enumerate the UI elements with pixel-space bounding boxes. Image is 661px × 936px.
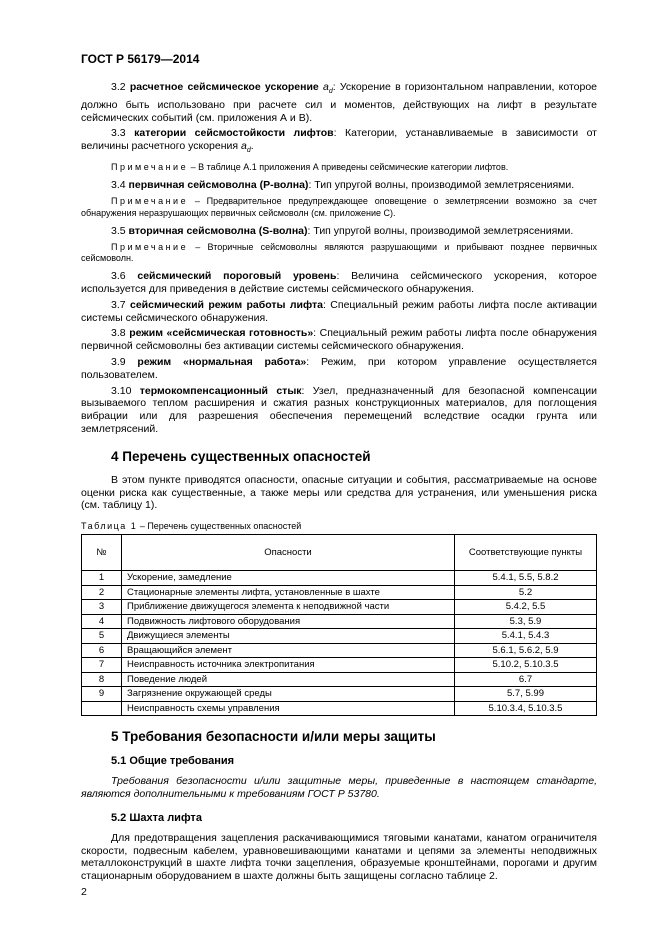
cell-clauses: 5.4.1, 5.4.3 [455, 629, 597, 644]
note-label: Примечание [111, 162, 189, 173]
symbol-a: a [323, 81, 329, 93]
cell-num: 8 [82, 672, 122, 687]
header-cell-num: № [82, 535, 122, 571]
cell-clauses: 5.4.2, 5.5 [455, 600, 597, 615]
section-5-1-heading: 5.1 Общие требования [111, 755, 235, 768]
term-title: вторичная сейсмоволна (S-волна) [128, 224, 308, 237]
section-5-heading: 5 Требования безопасности и/или меры защиты [111, 729, 436, 745]
cell-clauses: 6.7 [455, 672, 597, 687]
term-text: : Режим, при котором управление осуществляется пользователем. [81, 356, 597, 381]
term-text: : Специальный режим работы лифта после обнаружения первичной сейсмоволны без активации системы сейсмического обнаружения. [81, 327, 597, 353]
cell-num: 3 [82, 600, 122, 615]
term-number: 3.2 [111, 81, 126, 93]
term-number: 3.5 [111, 224, 126, 237]
term-text: : Ускорение в горизонтальном направлении, которое должно быть использовано при расчете сил и моментов, действующих на лифт в результате сейсмических событий (см. приложения А и В). [81, 81, 598, 124]
term-definition-3-6 [81, 270, 597, 296]
cell-hazard: Поведение людей [122, 672, 455, 687]
table-caption-text: – Перечень существенных опасностей [139, 521, 302, 532]
table-caption-label: Таблица 1 [81, 521, 138, 532]
section-5-1-paragraph: Требования безопасности и/или защитные меры, приведенные в настоящем стандарте, являются дополнительными к требованиям ГОСТ Р 53780. [81, 775, 597, 800]
note-label: Примечание [111, 196, 189, 207]
table-row [82, 643, 597, 658]
table-row [82, 614, 597, 629]
cell-num: 6 [82, 643, 122, 658]
cell-hazard: Движущиеся элементы [122, 629, 455, 644]
table-row [82, 571, 597, 586]
term-title: сейсмический режим работы лифта [129, 298, 324, 311]
table-header-row [82, 535, 597, 571]
table-row [82, 672, 597, 687]
term-definition-3-10 [81, 385, 597, 436]
hazards-table [81, 534, 597, 716]
cell-clauses: 5.2 [455, 585, 597, 600]
cell-hazard: Загрязнение окружающей среды [122, 687, 455, 702]
term-title: режим «нормальная работа» [137, 356, 307, 369]
cell-hazard: Неисправность схемы управления [122, 701, 455, 716]
term-number: 3.3 [111, 127, 126, 140]
term-text: : Тип упругой волны, производимой землетрясениями. [308, 179, 575, 192]
symbol-subscript: d [328, 88, 333, 96]
term-number: 3.6 [111, 270, 126, 283]
term-number: 3.4 [111, 179, 126, 192]
cell-num [82, 701, 122, 716]
note-after-3-3 [81, 162, 597, 173]
cell-num: 9 [82, 687, 122, 702]
cell-hazard: Ускорение, замедление [122, 571, 455, 586]
cell-num: 5 [82, 629, 122, 644]
cell-num: 1 [82, 571, 122, 586]
term-text: : Специальный режим работы лифта после активации системы сейсмического обнаружения. [81, 298, 598, 324]
page-number: 2 [81, 885, 87, 898]
term-title: термокомпенсационный стык [139, 384, 302, 397]
cell-hazard: Приближение движущегося элемента к неподвижной части [122, 600, 455, 615]
table-row [82, 658, 597, 673]
term-title: первичная сейсмоволна (Р-волна) [128, 179, 309, 192]
table-row [82, 701, 597, 716]
cell-hazard: Неисправность источника электропитания [122, 658, 455, 673]
note-text: – Вторичные сейсмоволны являются разрушающими и прибывают позднее первичных сейсмоволн. [81, 241, 597, 263]
cell-clauses: 5.10.2, 5.10.3.5 [455, 658, 597, 673]
note-after-3-5 [81, 242, 597, 265]
term-number: 3.9 [111, 356, 126, 369]
term-definition-3-5 [81, 225, 597, 238]
symbol-a: a [241, 140, 247, 153]
cell-hazard: Подвижность лифтового оборудования [122, 614, 455, 629]
symbol-subscript: d [246, 147, 251, 155]
term-definition-3-3 [81, 127, 597, 158]
term-text: : Категории, устанавливаемые в зависимости от величины расчетного ускорения [81, 127, 597, 153]
term-title: сейсмический пороговый уровень [137, 270, 337, 283]
header-cell-clauses: Соответствующие пункты [455, 535, 597, 571]
section-5-2-paragraph: Для предотвращения зацепления раскачивающимися тяговыми канатами, канатом ограничителя скорости, подвесным кабелем, уравновешивающими канатами и цепями за элементы неподвижных металлоконструкций в шахте лифта точки зацепления, образуемые кронштейнами, порогами и другим стационарным оборудованием в шахте должны быть защищены согласно таблице 2. [81, 831, 597, 883]
table-row [82, 629, 597, 644]
term-title: режим «сейсмическая готовность» [129, 327, 314, 340]
term-definition-3-9 [81, 356, 597, 382]
cell-clauses: 5.6.1, 5.6.2, 5.9 [455, 643, 597, 658]
term-text: : Узел, предназначенный для безопасной компенсации вызываемого теплом расширения и сжатия разных конструкционных материалов, для поглощения вибрации или для разрешения обеспечения перемещений вследствие осадки грунта или землетрясений. [81, 384, 597, 436]
table-row [82, 687, 597, 702]
header-cell-hazard: Опасности [122, 535, 455, 571]
note-after-3-4 [81, 196, 597, 219]
note-text: – Предварительное предупреждающее оповещение о землетрясении возможно за счет обнаружения неразрушающих первичных сейсмоволн (см. приложение С). [81, 196, 597, 218]
cell-clauses: 5.4.1, 5.5, 5.8.2 [455, 571, 597, 586]
term-definition-3-2 [81, 81, 597, 124]
cell-hazard: Вращающийся элемент [122, 643, 455, 658]
term-number: 3.10 [111, 384, 132, 397]
note-label: Примечание [111, 241, 189, 252]
note-text: – В таблице А.1 приложения А приведены сейсмические категории лифтов. [190, 162, 509, 173]
term-number: 3.8 [111, 327, 126, 340]
cell-hazard: Стационарные элементы лифта, установленные в шахте [122, 585, 455, 600]
doc-number: ГОСТ Р 56179—2014 [81, 52, 200, 66]
term-definition-3-8 [81, 327, 597, 353]
term-title: расчетное сейсмическое ускорение [129, 81, 319, 93]
term-title: категории сейсмостойкости лифтов [134, 127, 334, 140]
term-definition-3-7 [81, 299, 597, 325]
term-number: 3.7 [111, 298, 126, 311]
cell-clauses: 5.3, 5.9 [455, 614, 597, 629]
cell-num: 7 [82, 658, 122, 673]
table-row [82, 585, 597, 600]
table-caption [81, 521, 597, 531]
term-text: : Величина сейсмического ускорения, которое используется для приведения в действие системы сейсмического обнаружения. [81, 270, 597, 296]
section-4-heading: 4 Перечень существенных опасностей [111, 448, 371, 464]
section-5-2-heading: 5.2 Шахта лифта [111, 811, 202, 824]
section-4-intro: В этом пункте приводятся опасности, опасные ситуации и события, рассматриваемые на основе оценки риска как существенные, а также меры или средства для устранения, или уменьшения риска (см. таблицу 1). [81, 473, 597, 512]
cell-clauses: 5.10.3.4, 5.10.3.5 [455, 701, 597, 716]
term-text: : Тип упругой волны, производимой землетрясениями. [307, 224, 574, 237]
cell-num: 4 [82, 614, 122, 629]
table-row [82, 600, 597, 615]
cell-num: 2 [82, 585, 122, 600]
term-text-tail: . [250, 140, 254, 153]
cell-clauses: 5.7, 5.99 [455, 687, 597, 702]
term-definition-3-4 [81, 179, 597, 192]
